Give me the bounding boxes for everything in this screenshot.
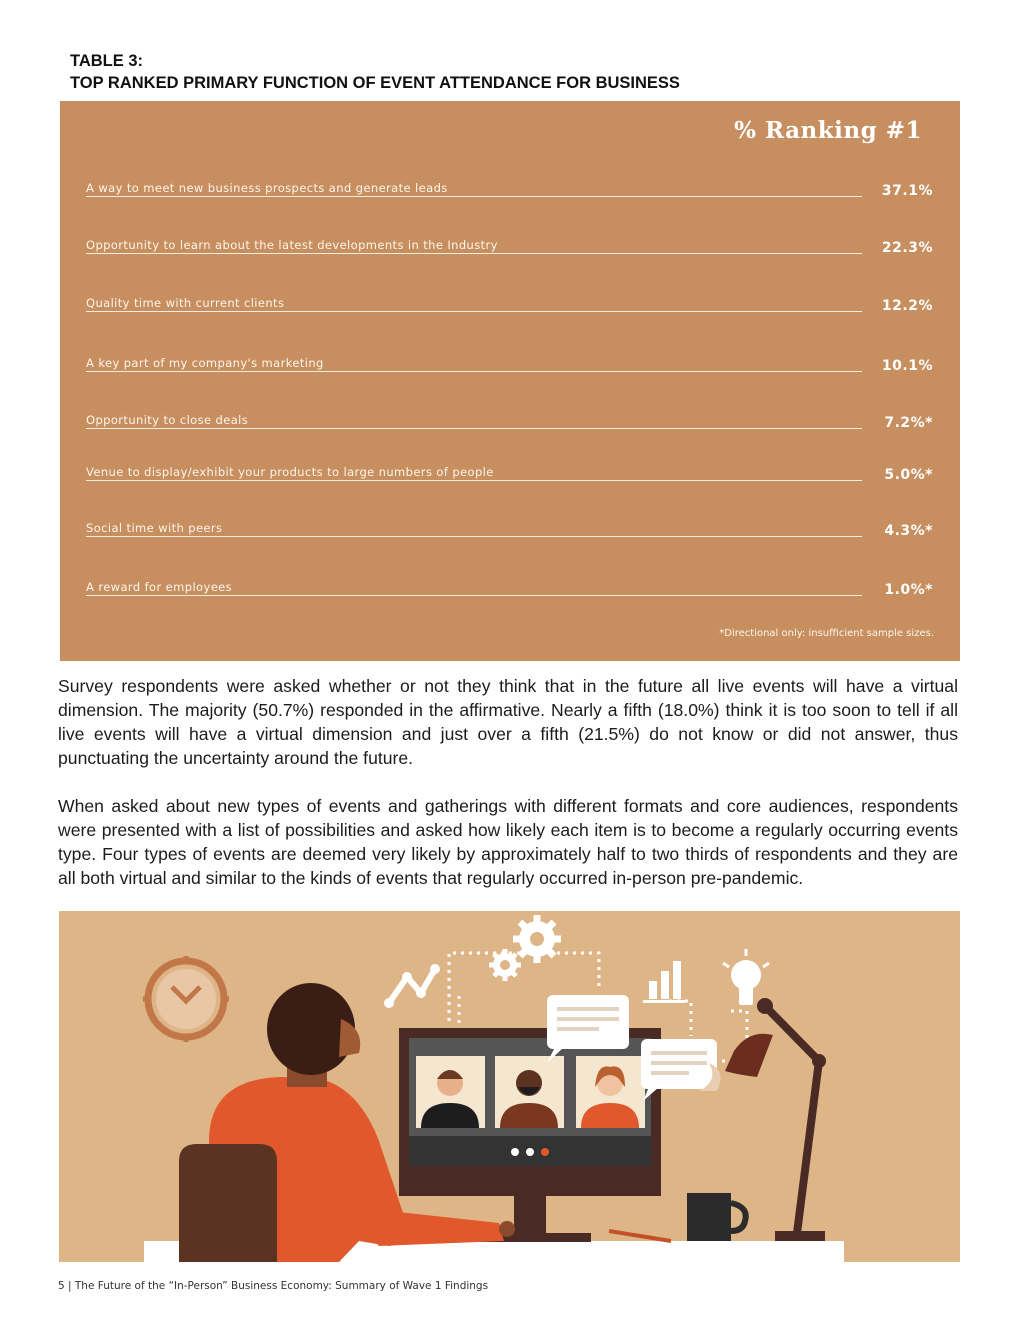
table-row [86,292,933,314]
table-label: TABLE 3: [70,52,144,70]
leader-line [86,536,862,537]
leader-line [86,311,862,312]
row-label: Social time with peers [86,521,228,535]
row-label: A reward for employees [86,580,238,594]
call-controls [511,1148,549,1156]
row-value: 5.0%* [884,467,933,483]
table-row [86,461,933,483]
leader-line [86,480,862,481]
row-value: 1.0%* [884,582,933,598]
column-header: % Ranking #1 [734,117,922,144]
ranking-table-panel [60,101,960,661]
body-paragraph: Survey respondents were asked whether or not they think that in the future all live events will have a virtual dimension. The majority (50.7%) responded in the affirmative. Nearly a fifth (18.0%) think it is too soon to tell if all live events will have a virtual dimension and just over a fifth (21.5%) do not know or did not answer, thus punctuating the uncertainty around the future. [58,676,958,768]
table-row [86,517,933,539]
leader-line [86,253,862,254]
row-value: 4.3%* [884,523,933,539]
row-value: 22.3% [881,240,933,256]
row-label: Quality time with current clients [86,296,290,310]
video-participant-2 [495,1056,564,1128]
leader-line [86,428,862,429]
row-value: 12.2% [881,298,933,314]
table-title: TOP RANKED PRIMARY FUNCTION OF EVENT ATTENDANCE FOR BUSINESS [70,74,680,92]
row-label: Venue to display/exhibit your products to large numbers of people [86,465,500,479]
virtual-meeting-illustration [59,911,960,1262]
row-label: Opportunity to learn about the latest developments in the Industry [86,238,504,252]
table-row [86,409,933,431]
table-row [86,576,933,598]
row-value: 10.1% [881,358,933,374]
body-paragraph: When asked about new types of events and gatherings with different formats and core audiences, respondents were presented with a list of possibilities and asked how likely each item is to become a regularly occurring events type. Four types of events are deemed very likely by approximately half to two thirds of respondents and they are all both virtual and similar to the kinds of events that regularly occurred in-person pre-pandemic. [58,796,958,888]
table-row [86,234,933,256]
table-footnote: *Directional only: insufficient sample sizes. [719,628,934,639]
row-label: Opportunity to close deals [86,413,254,427]
page-footer: 5 | The Future of the “In-Person” Business Economy: Summary of Wave 1 Findings [58,1280,489,1292]
row-value: 7.2%* [884,415,933,431]
leader-line [86,371,862,372]
table-row [86,177,933,199]
row-label: A key part of my company's marketing [86,356,330,370]
row-label: A way to meet new business prospects and generate leads [86,181,454,195]
video-participant-1 [416,1056,485,1128]
video-participant-3 [576,1056,645,1128]
leader-line [86,595,862,596]
row-value: 37.1% [881,183,933,199]
leader-line [86,196,862,197]
table-row [86,352,933,374]
